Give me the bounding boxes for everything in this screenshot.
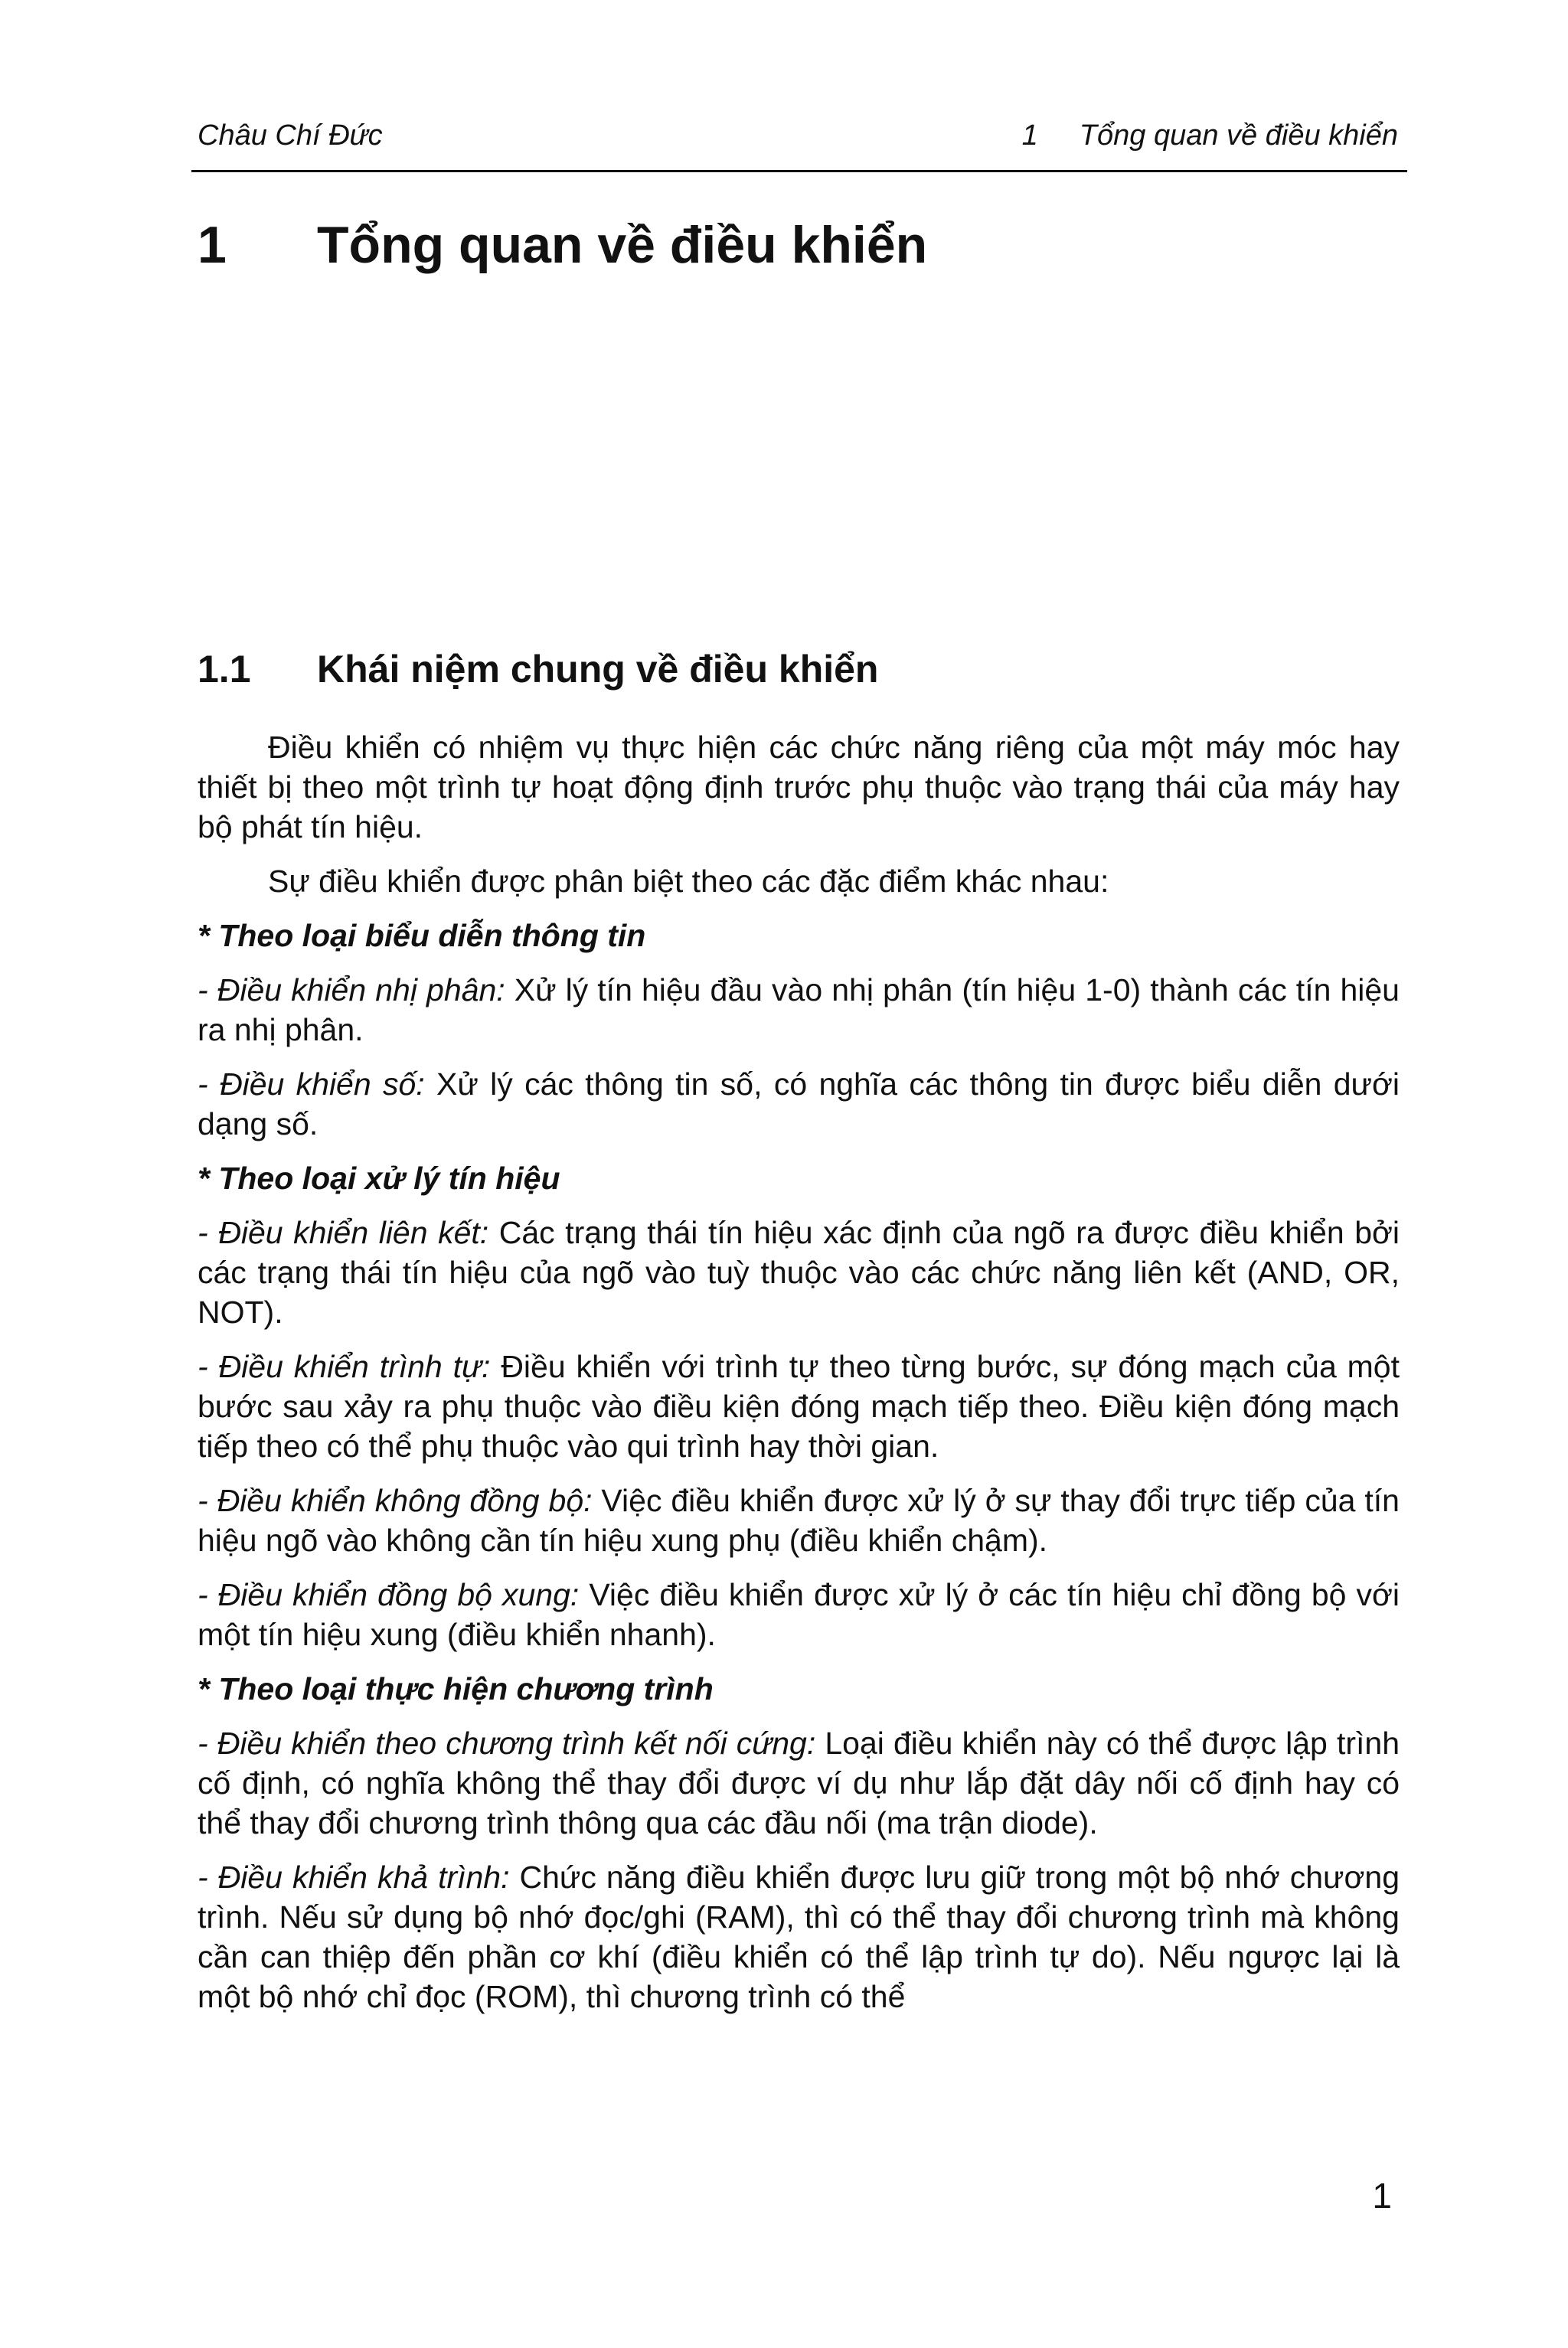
list-item-text: Các trạng thái tín hiệu xác định của ngõ ra được điều khiển bởi các trạng thái tín hiệu của ngõ vào tuỳ thuộc vào các chức năng liên kết (AND, OR, NOT). (198, 1215, 1400, 1330)
header-chapter-number: 1 (1021, 119, 1038, 152)
list-item-term: - Điều khiển trình tự: (198, 1349, 491, 1384)
section-title: Khái niệm chung về điều khiển (317, 648, 879, 691)
list-item-term: - Điều khiển liên kết: (198, 1215, 489, 1250)
list-item-term: - Điều khiển đồng bộ xung: (198, 1577, 580, 1612)
list-item (198, 1213, 1400, 1332)
subheading-program-execution: * Theo loại thực hiện chương trình (198, 1671, 714, 1706)
subheading-signal-processing: * Theo loại xử lý tín hiệu (198, 1161, 560, 1196)
list-item (198, 1575, 1400, 1654)
list-item-text: Chức năng điều khiển được lưu giữ trong một bộ nhớ chương trình. Nếu sử dụng bộ nhớ đọc/ghi (RAM), thì có thể thay đổi chương trình mà không cần can thiệp đến phần cơ khí (điều khiển có thể lập trình tự do). Nếu ngược lại là một bộ nhớ chỉ đọc (ROM), thì chương trình có thể (198, 1860, 1400, 2014)
page-number: 1 (1372, 2176, 1392, 2216)
section-number: 1.1 (198, 648, 251, 691)
list-item-term: - Điều khiển số: (198, 1066, 425, 1102)
list-item (198, 1064, 1400, 1144)
list-item-term: - Điều khiển nhị phân: (198, 972, 505, 1007)
list-item-term: - Điều khiển theo chương trình kết nối cứng: (198, 1726, 816, 1761)
list-item (198, 1723, 1400, 1843)
subheading-information-type: * Theo loại biểu diễn thông tin (198, 918, 646, 953)
list-item (198, 1347, 1400, 1466)
list-item-text: Xử lý tín hiệu đầu vào nhị phân (tín hiệu 1-0) thành các tín hiệu ra nhị phân. (198, 972, 1400, 1047)
chapter-title: Tổng quan về điều khiển (317, 216, 928, 274)
list-item-text: Xử lý các thông tin số, có nghĩa các thông tin được biểu diễn dưới dạng số. (198, 1066, 1400, 1141)
header-chapter-title: Tổng quan về điều khiển (1079, 119, 1398, 152)
paragraph-intro-2: Sự điều khiển được phân biệt theo các đặc điểm khác nhau: (268, 864, 1109, 899)
list-item-term: - Điều khiển không đồng bộ: (198, 1483, 593, 1518)
list-item-text: Điều khiển với trình tự theo từng bước, sự đóng mạch của một bước sau xảy ra phụ thuộc vào điều kiện đóng mạch tiếp theo. Điều kiện đóng mạch tiếp theo có thể phụ thuộc vào qui trình hay thời gian. (198, 1349, 1400, 1464)
list-item-text: Việc điều khiển được xử lý ở sự thay đổi trực tiếp của tín hiệu ngõ vào không cần tín hiệu xung phụ (điều khiển chậm). (198, 1483, 1400, 1558)
paragraph-intro-1: Điều khiển có nhiệm vụ thực hiện các chức năng riêng của một máy móc hay thiết bị theo một trình tự hoạt động định trước phụ thuộc vào trạng thái của máy hay bộ phát tín hiệu. (198, 730, 1400, 844)
section-heading (198, 642, 878, 697)
list-item (198, 1481, 1400, 1560)
header-divider (191, 170, 1407, 172)
list-item-term: - Điều khiển khả trình: (198, 1860, 510, 1895)
list-item (198, 970, 1400, 1050)
header-chapter-ref (1022, 115, 1398, 156)
list-item (198, 1857, 1400, 2017)
running-header (198, 115, 1398, 156)
chapter-number: 1 (198, 216, 227, 274)
list-item-text: Loại điều khiển này có thể được lập trình cố định, có nghĩa không thể thay đổi được ví dụ như lắp đặt dây nối cố định hay có thể thay đổi chương trình thông qua các đầu nối (ma trận diode). (198, 1726, 1400, 1840)
chapter-heading (198, 207, 927, 283)
list-item-text: Việc điều khiển được xử lý ở các tín hiệu chỉ đồng bộ với một tín hiệu xung (điều khiển nhanh). (198, 1577, 1400, 1652)
body-text (198, 727, 1400, 2031)
header-author: Châu Chí Đức (198, 119, 383, 152)
